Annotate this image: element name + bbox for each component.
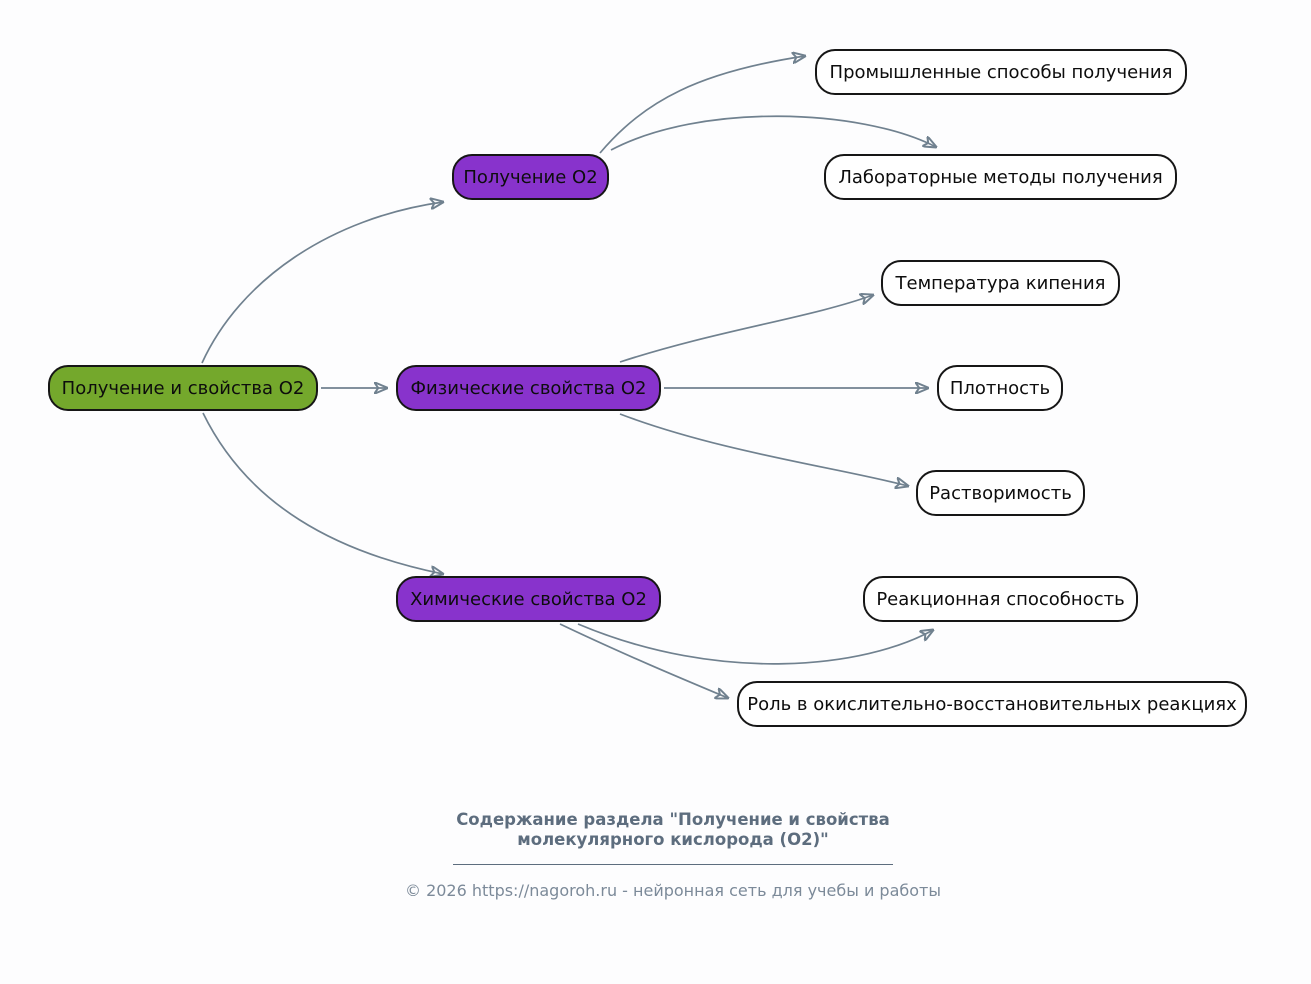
node-label: Температура кипения bbox=[895, 272, 1106, 294]
node-label: Получение O2 bbox=[463, 166, 598, 188]
footer-title-line2: молекулярного кислорода (O2)" bbox=[517, 830, 829, 849]
node-label: Плотность bbox=[949, 377, 1051, 399]
node-obtaining-o2 bbox=[452, 154, 609, 200]
footer-caption bbox=[323, 810, 1023, 900]
node-solubility bbox=[916, 470, 1085, 516]
node-chemical-properties bbox=[396, 576, 661, 622]
edge-chemical-reactivity bbox=[578, 624, 933, 664]
node-label: Промышленные способы получения bbox=[829, 61, 1173, 83]
footer-title bbox=[323, 810, 1023, 850]
footer-title-line1: Содержание раздела "Получение и свойства bbox=[456, 810, 890, 829]
edge-physical-solubility bbox=[620, 414, 908, 486]
edge-root-chemical bbox=[203, 413, 443, 574]
footer-divider bbox=[453, 864, 893, 865]
edge-physical-boiling bbox=[620, 295, 873, 362]
node-label: Химические свойства O2 bbox=[410, 588, 647, 610]
edge-chemical-redox bbox=[560, 624, 728, 698]
node-industrial-methods bbox=[815, 49, 1187, 95]
node-laboratory-methods bbox=[824, 154, 1177, 200]
node-redox-role bbox=[737, 681, 1247, 727]
node-label: Реакционная способность bbox=[876, 588, 1125, 610]
node-root-topic bbox=[48, 365, 318, 411]
edge-obtaining-laboratory bbox=[611, 116, 936, 150]
node-density bbox=[937, 365, 1063, 411]
node-label: Получение и свойства O2 bbox=[61, 377, 305, 399]
node-physical-properties bbox=[396, 365, 661, 411]
node-label: Физические свойства O2 bbox=[410, 377, 647, 399]
edge-obtaining-industrial bbox=[600, 56, 805, 153]
node-label: Растворимость bbox=[929, 482, 1072, 504]
node-label: Роль в окислительно-восстановительных реакциях bbox=[747, 693, 1237, 715]
node-label: Лабораторные методы получения bbox=[838, 166, 1163, 188]
node-boiling-temperature bbox=[881, 260, 1120, 306]
footer-copyright: © 2026 https://nagoroh.ru - нейронная сеть для учебы и работы bbox=[404, 881, 941, 900]
node-reactivity bbox=[863, 576, 1138, 622]
edge-root-obtaining bbox=[202, 202, 443, 363]
